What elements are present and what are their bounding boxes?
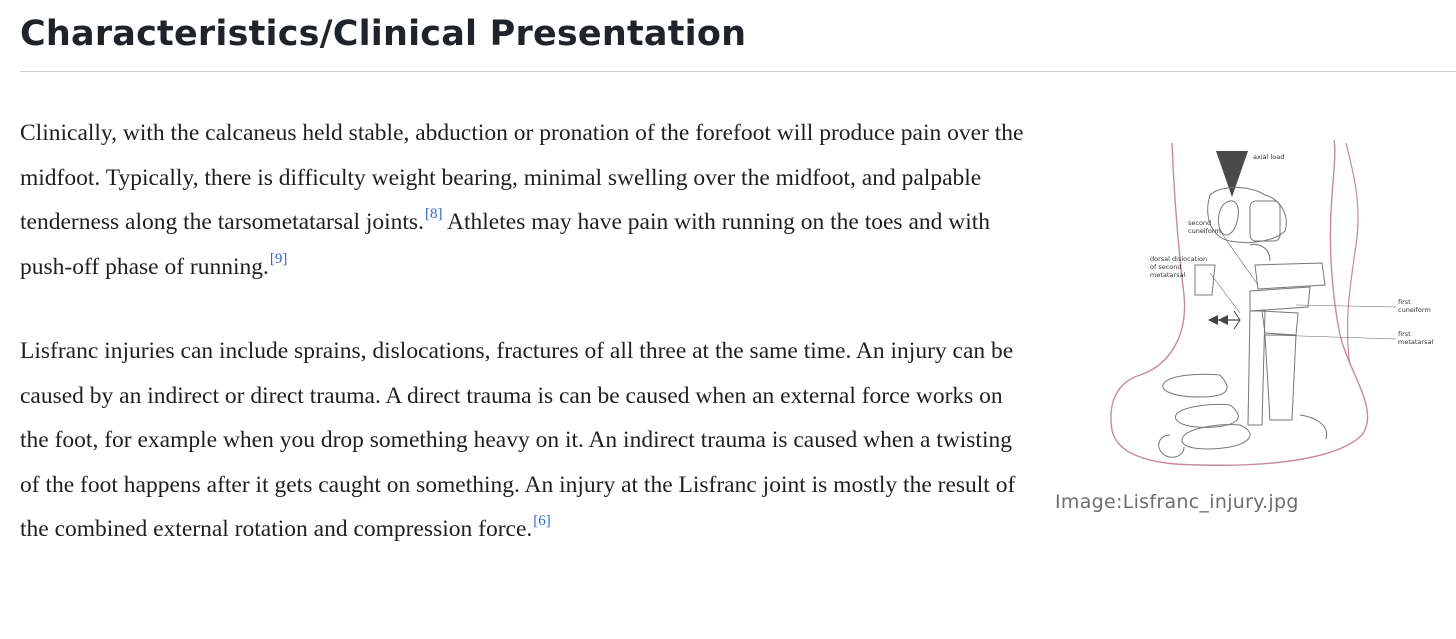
bones — [1159, 188, 1327, 458]
label-first-metatarsal-2: metatarsal — [1398, 338, 1434, 346]
paragraph-text: Lisfranc injuries can include sprains, dislocations, fractures of all three at the same time. An injury can be caused by an indirect or direct trauma. A direct trauma is can be caused when an external force works on the foot, for example when you drop something heavy on it. An indirect trauma is caused when a twisting of the foot happens after it gets caught on something. An injury at the Lisfranc joint is mostly the result of the combined external rotation and compression force. — [20, 338, 1016, 542]
paragraph-text-continued: Athletes may have pain with running on the toes and with push-off phase of running. — [20, 209, 991, 280]
section-heading: Characteristics/Clinical Presentation — [20, 14, 747, 54]
leg-back-outline — [1346, 143, 1358, 365]
foot-outline — [1111, 140, 1368, 465]
citation-link-6[interactable]: [6] — [533, 513, 551, 529]
figure-caption: Image:Lisfranc_injury.jpg — [1055, 491, 1299, 513]
paragraph-clinical — [20, 111, 1030, 289]
citation-9 — [270, 251, 288, 267]
lisfranc-injury-illustration[interactable] — [1100, 135, 1440, 470]
label-second-cuneiform-2: cuneiform — [1188, 227, 1221, 235]
citation-link-9[interactable]: [9] — [269, 250, 288, 267]
label-second-cuneiform: second — [1188, 219, 1212, 227]
heading-divider — [20, 71, 1456, 72]
paragraph-text: Clinically, with the calcaneus held stable, abduction or pronation of the forefoot will produce pain over the midfoot. Typically, there is difficulty weight bearing, minimal swelling over the midfoot, and palpable tenderness along the tarsometatarsal joints. — [20, 120, 1024, 235]
figure — [1050, 135, 1450, 525]
citation-8 — [425, 206, 443, 222]
label-first-metatarsal: first — [1398, 330, 1411, 338]
label-dorsal-dislocation: dorsal dislocation — [1150, 255, 1208, 263]
citation-link-8[interactable]: [8] — [424, 206, 443, 222]
label-axial-load: axial load — [1253, 153, 1285, 161]
citation-6 — [533, 513, 551, 529]
axial-load-arrow — [1216, 151, 1248, 197]
dislocation-arrows — [1208, 311, 1240, 329]
label-first-cuneiform-2: cuneiform — [1398, 306, 1431, 314]
paragraph-injuries — [20, 329, 1030, 552]
label-first-cuneiform: first — [1398, 298, 1411, 306]
label-dorsal-dislocation-2: of second — [1150, 263, 1182, 271]
label-dorsal-dislocation-3: metatarsal — [1150, 271, 1186, 279]
